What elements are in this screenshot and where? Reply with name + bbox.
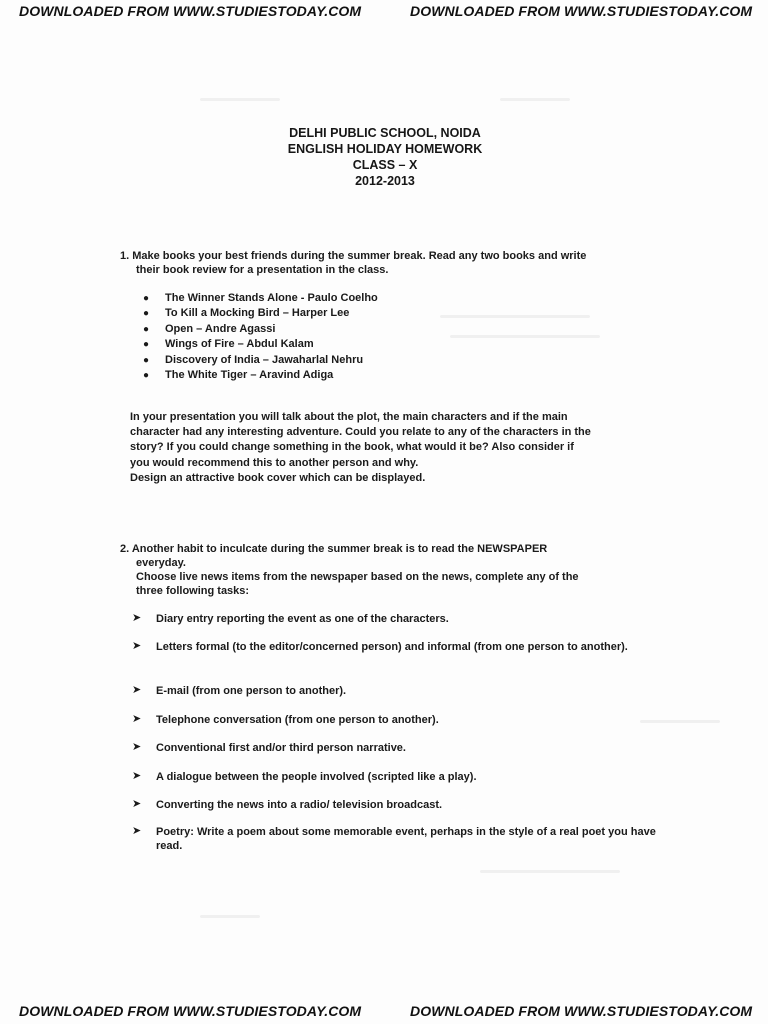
question-1 bbox=[120, 249, 650, 277]
bullet-icon: ● bbox=[143, 354, 150, 366]
bullet-icon: ● bbox=[143, 370, 150, 382]
book-title: The Winner Stands Alone - Paulo Coelho bbox=[165, 292, 378, 304]
task-text: Converting the news into a radio/ television broadcast. bbox=[156, 799, 443, 811]
list-item bbox=[132, 612, 656, 626]
question-1-line: their book review for a presentation in the class. bbox=[136, 264, 389, 276]
task-text: E-mail (from one person to another). bbox=[156, 685, 347, 697]
task-text: Letters formal (to the editor/concerned person) and informal (from one person to another). bbox=[156, 641, 628, 653]
list-item bbox=[143, 337, 378, 352]
book-title: To Kill a Mocking Bird – Harper Lee bbox=[165, 307, 350, 320]
question-2-line: three following tasks: bbox=[136, 585, 250, 597]
scan-noise bbox=[500, 98, 570, 101]
paragraph-line: you would recommend this to another person and why. bbox=[130, 456, 419, 469]
book-title: Wings of Fire – Abdul Kalam bbox=[165, 338, 314, 351]
task-text: Telephone conversation (from one person to another). bbox=[156, 714, 439, 726]
class-label: CLASS – X bbox=[352, 158, 418, 172]
paragraph-line: character had any interesting adventure. Could you relate to any of the characters in the bbox=[130, 426, 591, 439]
watermark-footer-left: DOWNLOADED FROM WWW.STUDIESTODAY.COM bbox=[19, 1003, 362, 1019]
bullet-icon: ● bbox=[143, 339, 150, 351]
question-1-line: 1. Make books your best friends during the summer break. Read any two books and write bbox=[120, 250, 587, 262]
arrow-bullet-icon: ➤ bbox=[132, 612, 142, 624]
book-list bbox=[143, 291, 378, 383]
list-item bbox=[132, 798, 656, 812]
paragraph-line: story? If you could change something in the book, what would it be? Also consider if bbox=[130, 441, 574, 454]
arrow-bullet-icon: ➤ bbox=[132, 713, 142, 725]
task-text: Conventional first and/or third person narrative. bbox=[156, 742, 406, 754]
book-title: Discovery of India – Jawaharlal Nehru bbox=[165, 353, 364, 366]
list-item bbox=[143, 322, 378, 337]
school-name: DELHI PUBLIC SCHOOL, NOIDA bbox=[289, 126, 481, 140]
question-2-line: Choose live news items from the newspaper based on the news, complete any of the bbox=[136, 571, 579, 583]
bullet-icon: ● bbox=[143, 323, 150, 335]
scan-noise bbox=[450, 335, 600, 338]
list-item bbox=[143, 291, 378, 306]
list-item bbox=[132, 684, 656, 698]
paragraph-line: Design an attractive book cover which can be displayed. bbox=[130, 471, 426, 484]
list-item bbox=[132, 825, 656, 853]
bullet-icon: ● bbox=[143, 308, 150, 320]
homework-title: ENGLISH HOLIDAY HOMEWORK bbox=[287, 142, 483, 156]
list-item bbox=[132, 770, 656, 784]
scan-noise bbox=[200, 915, 260, 918]
scan-noise bbox=[200, 98, 280, 101]
list-item bbox=[143, 368, 378, 383]
task-text: A dialogue between the people involved (scripted like a play). bbox=[156, 771, 477, 783]
arrow-bullet-icon: ➤ bbox=[132, 770, 142, 782]
arrow-bullet-icon: ➤ bbox=[132, 640, 142, 652]
arrow-bullet-icon: ➤ bbox=[132, 798, 142, 810]
arrow-bullet-icon: ➤ bbox=[132, 684, 142, 696]
question-2-line: 2. Another habit to inculcate during the summer break is to read the NEWSPAPER bbox=[120, 543, 548, 555]
task-text: Diary entry reporting the event as one of the characters. bbox=[156, 613, 449, 625]
scan-noise bbox=[440, 315, 590, 318]
book-title: Open – Andre Agassi bbox=[165, 322, 276, 335]
book-title: The White Tiger – Aravind Adiga bbox=[165, 369, 334, 382]
list-item bbox=[132, 741, 656, 755]
arrow-bullet-icon: ➤ bbox=[132, 741, 142, 753]
list-item bbox=[132, 713, 656, 727]
question-2 bbox=[120, 542, 660, 598]
question-2-line: everyday. bbox=[136, 557, 186, 569]
bullet-icon: ● bbox=[143, 293, 150, 304]
session-label: 2012-2013 bbox=[355, 174, 415, 188]
watermark-header-left: DOWNLOADED FROM WWW.STUDIESTODAY.COM bbox=[19, 3, 362, 19]
scan-noise bbox=[480, 870, 620, 873]
paragraph-line: In your presentation you will talk about the plot, the main characters and if the main bbox=[130, 411, 568, 423]
document-title bbox=[200, 125, 570, 189]
arrow-bullet-icon: ➤ bbox=[132, 825, 142, 837]
list-item bbox=[132, 640, 656, 654]
watermark-header-right: DOWNLOADED FROM WWW.STUDIESTODAY.COM bbox=[410, 3, 753, 19]
task-text: Poetry: Write a poem about some memorable event, perhaps in the style of a real poet you have read. bbox=[156, 826, 656, 852]
presentation-instructions bbox=[130, 410, 665, 486]
watermark-footer-right: DOWNLOADED FROM WWW.STUDIESTODAY.COM bbox=[410, 1003, 753, 1019]
list-item bbox=[143, 353, 378, 368]
list-item bbox=[143, 306, 378, 321]
